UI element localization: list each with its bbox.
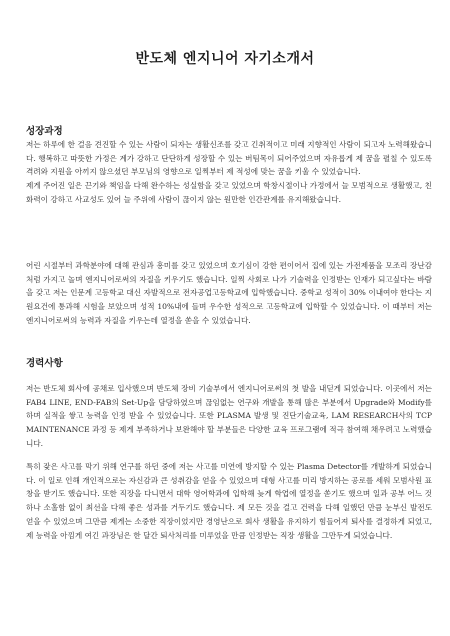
paragraph-growth-1: 저는 하루에 한 걸음 견진할 수 있는 사람이 되자는 생활신조를 갖고 긴취적이고 미래 지향적인 사람이 되고자 노력해왔습니다. 행복하고 따뜻한 가정은 계가 강하고 단단하게 성장할 수 있는 버팀목이 되어주었으며 자유롭게 제 꿈을 펼칠 수 있도록 격려와 지원을 아끼지 않으셨던 부모님의 영향으로 일찍부터 제 적성에 맞는 꿈을 키울 수 있었습니다. 제게 주어진 일은 끈기와 책임을 다해 완수하는 성실함을 갖고 있었으며 학창시절이나 가정에서 늘 모범적으로 생활했고, 친화력이 강하고 사교성도 있어 늘 주위에 사람이 끊이지 않는 원만한 인간관계를 유지해왔습니다. [26, 140, 432, 204]
section-heading-growth: 성장과정 [26, 126, 63, 137]
paragraph-career-2: 특히 잦은 사고를 막기 위해 연구를 하던 중에 저는 사고를 미연에 방지할 수 있는 Plasma Detector를 개발하게 되었습니다. 이 일로 인해 개인적으로는 자신감과 큰 성취감을 얻을 수 있었으며 대형 사고를 미리 방지하는 공로를 세워 모범사원 표창을 받기도 했습니다. 또한 직장을 다니면서 대학 영어학과에 입학해 늦게 학업에 열정을 쏟기도 했으며 일과 공부 어느 것 하나 소홀함 없이 최선을 다해 좋은 성과를 거두기도 했습니다. 제 모든 것을 걸고 건력을 다해 일했던 만큼 눈부신 발전도 얻을 수 있었으며 그만큼 제게는 소중한 직장이었지만 경영난으로 회사 생활을 유지하기 힘들어져 퇴사를 결정하게 되었고, 제 능력을 아낌게 여긴 과장님은 한 달간 퇴사처리를 미루었을 만큼 인정받는 직장 생활을 그만두게 되었습니다. [26, 462, 432, 540]
section-heading-career: 경력사항 [26, 358, 63, 369]
paragraph-growth-2: 어린 시절부터 과학분야에 대해 관심과 흥미를 갖고 있었으며 호기심이 강한 편이어서 집에 있는 가전제품을 모조리 장난감처럼 가지고 놀며 엔지니어로써의 자질을 키우기도 했습니다. 일찍 사회로 나가 기술력을 인정받는 인재가 되고싶다는 바람을 갖고 저는 인문계 고등학교 대신 자발적으로 전자공업고등학교에 입학했습니다. 중학교 성적이 30% 이내여야 한다는 지원요건에 통과해 시험을 보았으며 성적 10%내에 들며 우수한 성적으로 고등학교에 입학할 수 있었습니다. 이 때부터 저는 엔지니어로써의 능력과 자질을 키우는데 열정을 쏟을 수 있었습니다. [26, 261, 432, 325]
document-title: 반도체 엔지니어 자기소개서 [135, 51, 315, 67]
paragraph-career-1: 저는 반도체 회사에 공채로 입사했으며 반도체 장비 기술부에서 엔지니어로써의 첫 발을 내딛게 되었습니다. 이곳에서 저는 FAB4 LINE, END-FAB의 Set-Up을 담당하였으며 끊임없는 연구와 개발을 통해 많은 부분에서 Upgrade와 Modify를 하며 실적을 쌓고 능력을 인정 받을 수 있었습니다. 또한 PLASMA 발생 및 진단기술교육, LAM RESEARCH사의 TCP MAINTENANCE 과정 등 제게 부족하거나 보완해야 할 부분들은 다양한 교육 프로그램에 적극 참여해 채우려고 노력했습니다. [26, 384, 432, 448]
